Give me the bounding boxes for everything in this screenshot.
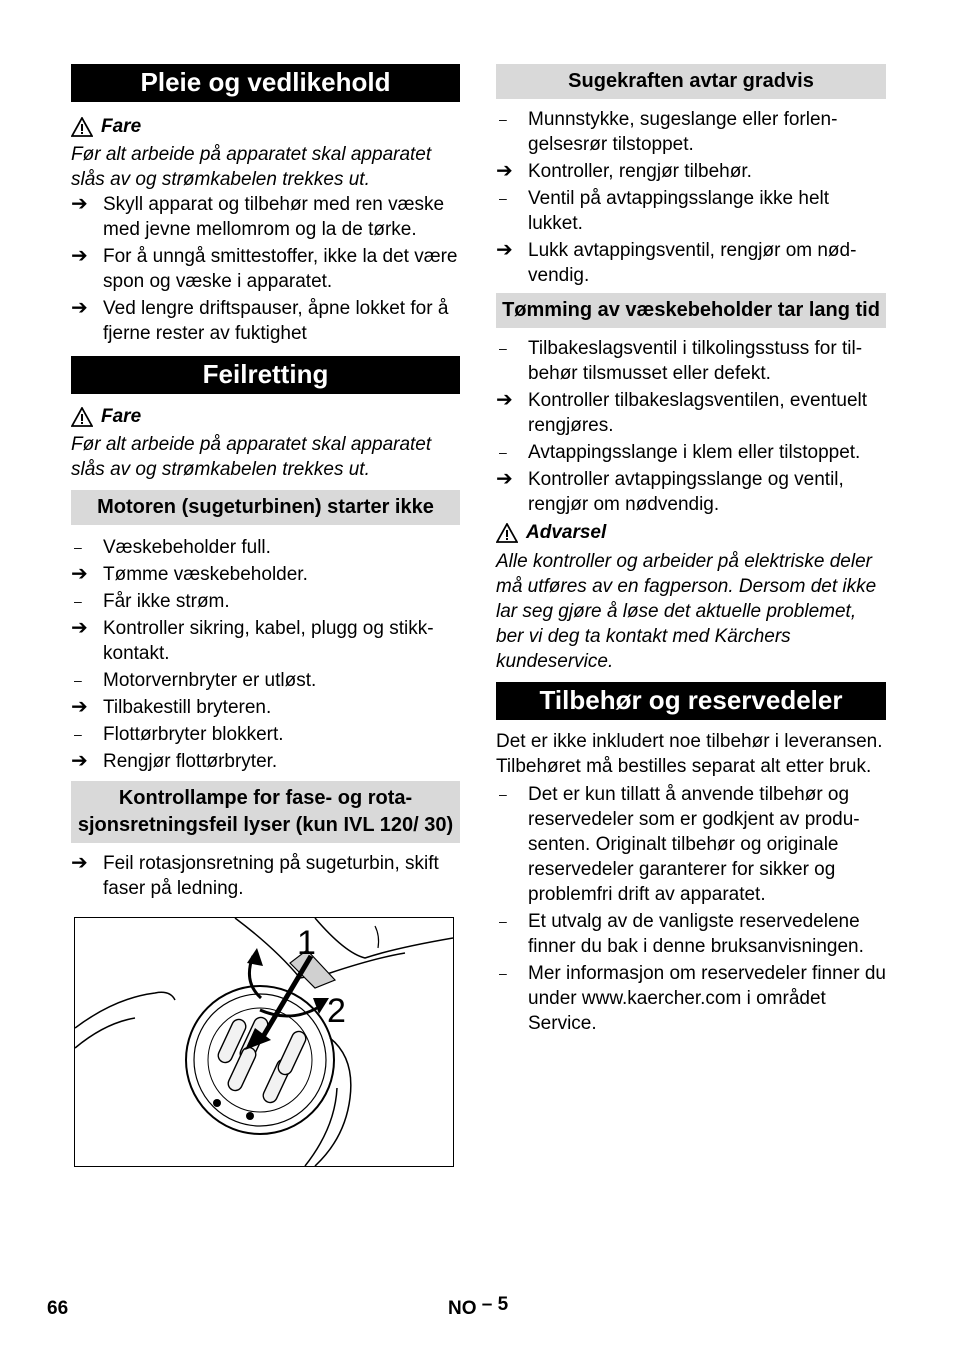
list-item-text: Ventil på avtappingsslange ikke helt lukket. [528,188,830,234]
list-item [71,192,460,242]
dash-bullet-icon: – [499,913,507,929]
list-item [71,562,460,587]
section-title-care: Pleie og vedlikehold [71,64,460,102]
dash-bullet-icon: – [74,672,82,688]
list-item [71,749,460,774]
list-item [496,440,886,465]
motor-list [71,535,460,774]
control-lamp-list [71,851,460,901]
arrow-right-icon: ➔ [496,239,513,261]
section-title-troubleshooting: Feilretting [71,356,460,394]
list-item [496,159,886,184]
list-item-text: Flottørbryter blokkert. [103,724,284,745]
list-item-text: Munnstykke, sugeslange eller forlengelsesrør tilstoppet. [528,109,838,155]
list-item-text: Ved lengre driftspauser, åpne lokket for å fjerne rester av fuktighet [103,298,449,344]
suction-list [496,107,886,288]
section-title-accessories: Tilbehør og reservedeler [496,682,886,720]
arrow-right-icon: ➔ [496,160,513,182]
list-item [71,589,460,614]
left-column [71,64,460,1167]
danger-text-1: Før alt arbeide på apparatet skal apparatet slås av og strømkabelen trekkes ut. [71,144,432,190]
plug-drawing [75,918,453,1166]
arrow-right-icon: ➔ [71,297,88,319]
arrow-right-icon: ➔ [496,389,513,411]
list-item-text: Skyll apparat og tilbehør med ren væske med jevne mellomrom og la de tørke. [103,194,445,240]
step-2-label: 2 [327,992,346,1030]
list-item-text: Et utvalg av de vanligste reservedelene finner du bak i denne bruksanvisningen. [528,911,864,957]
dash-bullet-icon: – [74,539,82,555]
page-number: 66 [47,1298,69,1319]
list-item [71,695,460,720]
accessories-list [496,782,886,1036]
arrow-right-icon: ➔ [71,617,88,639]
list-item-text: Væskebeholder full. [103,537,271,558]
warning-text: Alle kontroller og arbeider på elektriske deler må utføres av en fagperson. Dersom det ikke lar seg gjøre å løse det aktuelle problemet, ber vi deg ta kontakt med Kärchers kundeservice. [496,551,877,672]
draining-list [496,336,886,517]
list-item [496,961,886,1036]
care-list [71,192,460,346]
list-item-text: Tømme væskebeholder. [103,564,308,585]
list-item [496,336,886,386]
list-item [71,296,460,346]
arrow-right-icon: ➔ [71,696,88,718]
list-item-text: Det er kun tillatt å anvende tilbehør og reservedeler som er godkjent av produsenten. Originalt tilbehør og originale reservedeler garanterer for sikker og problemfri drift av apparatet. [528,784,860,905]
warning-triangle-icon [496,523,518,543]
list-item [71,535,460,560]
subheading-control-lamp: Kontrollampe for fase- og rotasjonsretningsfeil lyser (kun IVL 120/ 30) [71,781,460,843]
list-item-text: Tilbakeslagsventil i tilkolingsstuss for tilbehør tilsmusset eller defekt. [528,338,863,384]
accessories-intro: Det er ikke inkludert noe tilbehør i leveransen. Tilbehøret må bestilles separat alt etter bruk. [496,731,883,777]
subheading-motor: Motoren (sugeturbinen) starter ikke [71,490,460,525]
footer-lang: NO – 5 [448,1294,509,1319]
list-item-text: Rengjør flottørbryter. [103,751,278,772]
list-item-text: Kontroller tilbakeslagsventilen, eventuelt rengjøres. [528,390,868,436]
list-item-text: Feil rotasjonsretning på sugeturbin, skift faser på ledning. [103,853,439,899]
warning-triangle-icon [71,407,93,427]
list-item [71,616,460,666]
list-item [496,782,886,907]
plug-phase-illustration [74,917,454,1167]
dash-bullet-icon: – [74,726,82,742]
list-item-text: Tilbakestill bryteren. [103,697,272,718]
dash-bullet-icon: – [499,111,507,127]
danger-text-2: Før alt arbeide på apparatet skal apparatet slås av og strømkabelen trekkes ut. [71,434,432,480]
list-item-text: Kontroller sikring, kabel, plugg og stikkkontakt. [103,618,434,664]
list-item-text: For å unngå smittestoffer, ikke la det være spon og væske i apparatet. [103,246,458,292]
list-item-text: Avtappingsslange i klem eller tilstoppet. [528,442,861,463]
list-item [496,909,886,959]
arrow-right-icon: ➔ [71,193,88,215]
list-item [71,244,460,294]
danger-label-1: Fare [71,114,460,139]
list-item-text: Kontroller avtappingsslange og ventil, rengjør om nødvendig. [528,469,844,515]
dash-bullet-icon: – [499,190,507,206]
dash-bullet-icon: – [499,444,507,460]
list-item-text: Lukk avtappingsventil, rengjør om nødvendig. [528,240,857,286]
dash-bullet-icon: – [499,786,507,802]
list-item [71,722,460,747]
danger-label-2: Fare [71,404,460,429]
dash-bullet-icon: – [499,340,507,356]
step-1-label: 1 [297,924,316,962]
list-item [71,851,460,901]
list-item [496,238,886,288]
warning-label: Advarsel [496,520,886,545]
dash-bullet-icon: – [74,593,82,609]
arrow-right-icon: ➔ [71,750,88,772]
warning-triangle-icon [71,117,93,137]
subheading-suction-power: Sugekraften avtar gradvis [496,64,886,99]
list-item [496,186,886,236]
arrow-right-icon: ➔ [71,245,88,267]
subheading-draining: Tømming av væskebeholder tar lang tid [496,293,886,328]
arrow-right-icon: ➔ [71,563,88,585]
right-column [496,64,886,1038]
list-item [496,388,886,438]
list-item-text: Motorvernbryter er utløst. [103,670,317,691]
list-item [496,107,886,157]
list-item-text: Mer informasjon om reservedeler finner du under www.kaercher.com i området Service. [528,963,886,1034]
list-item-text: Får ikke strøm. [103,591,230,612]
arrow-right-icon: ➔ [71,852,88,874]
dash-bullet-icon: – [499,965,507,981]
list-item [496,467,886,517]
arrow-right-icon: ➔ [496,468,513,490]
list-item [71,668,460,693]
list-item-text: Kontroller, rengjør tilbehør. [528,161,752,182]
